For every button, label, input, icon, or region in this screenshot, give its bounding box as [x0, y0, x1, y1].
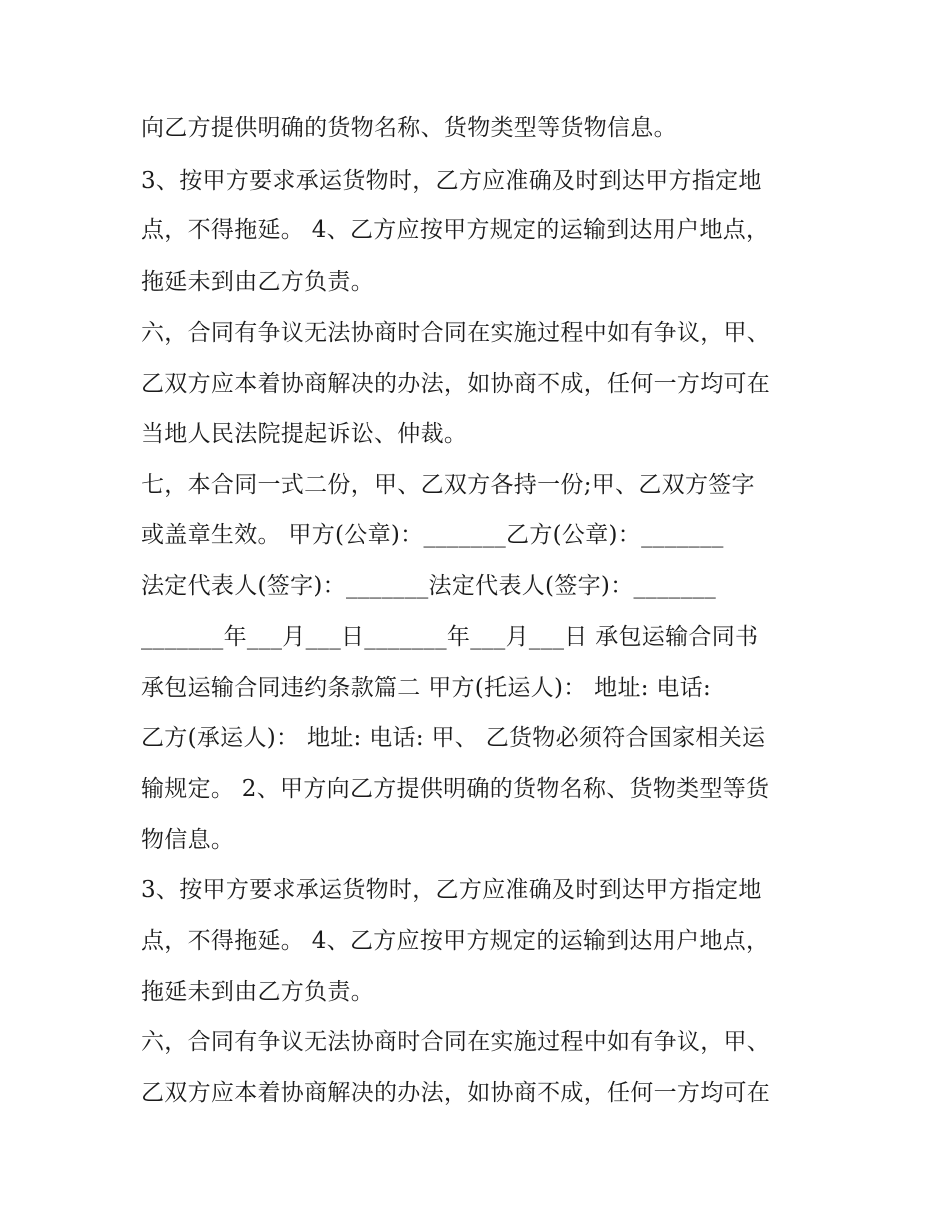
document-line: 法定代表人(签字)：_______法定代表人(签字)：_______ [141, 573, 717, 599]
document-line: 乙双方应本着协商解决的办法，如协商不成，任何一方均可在 [141, 1080, 771, 1106]
document-line: 六，合同有争议无法协商时合同在实施过程中如有争议，甲、 [141, 320, 771, 346]
document-line: 六，合同有争议无法协商时合同在实施过程中如有争议，甲、 [141, 1029, 771, 1055]
document-line: 输规定。 2、甲方向乙方提供明确的货物名称、货物类型等货 [141, 776, 770, 802]
document-line: 承包运输合同违约条款篇二 甲方(托运人)： 地址: 电话: [141, 675, 712, 701]
document-line: 七，本合同一式二份，甲、乙双方各持一份;甲、乙双方签字 [141, 472, 755, 498]
document-line: 点，不得拖延。 4、乙方应按甲方规定的运输到达用户地点， [141, 217, 770, 243]
document-line: 当地人民法院提起诉讼、仲裁。 [141, 421, 468, 447]
document-line: 拖延未到由乙方负责。 [141, 269, 374, 295]
document-line: 拖延未到由乙方负责。 [141, 979, 374, 1005]
document-line: 3、按甲方要求承运货物时，乙方应准确及时到达甲方指定地 [141, 877, 762, 903]
document-line: _______年___月___日_______年___月___日 承包运输合同书 [141, 624, 759, 650]
document-line: 或盖章生效。 甲方(公章)：_______乙方(公章)：_______ [141, 522, 724, 548]
document-line: 向乙方提供明确的货物名称、货物类型等货物信息。 [141, 115, 677, 141]
document-line: 乙方(承运人)： 地址: 电话: 甲、 乙货物必须符合国家相关运 [141, 725, 766, 751]
document-line: 乙双方应本着协商解决的办法，如协商不成，任何一方均可在 [141, 371, 771, 397]
document-line: 3、按甲方要求承运货物时，乙方应准确及时到达甲方指定地 [141, 168, 762, 194]
document-line: 物信息。 [141, 827, 235, 853]
document-line: 点，不得拖延。 4、乙方应按甲方规定的运输到达用户地点， [141, 928, 770, 954]
